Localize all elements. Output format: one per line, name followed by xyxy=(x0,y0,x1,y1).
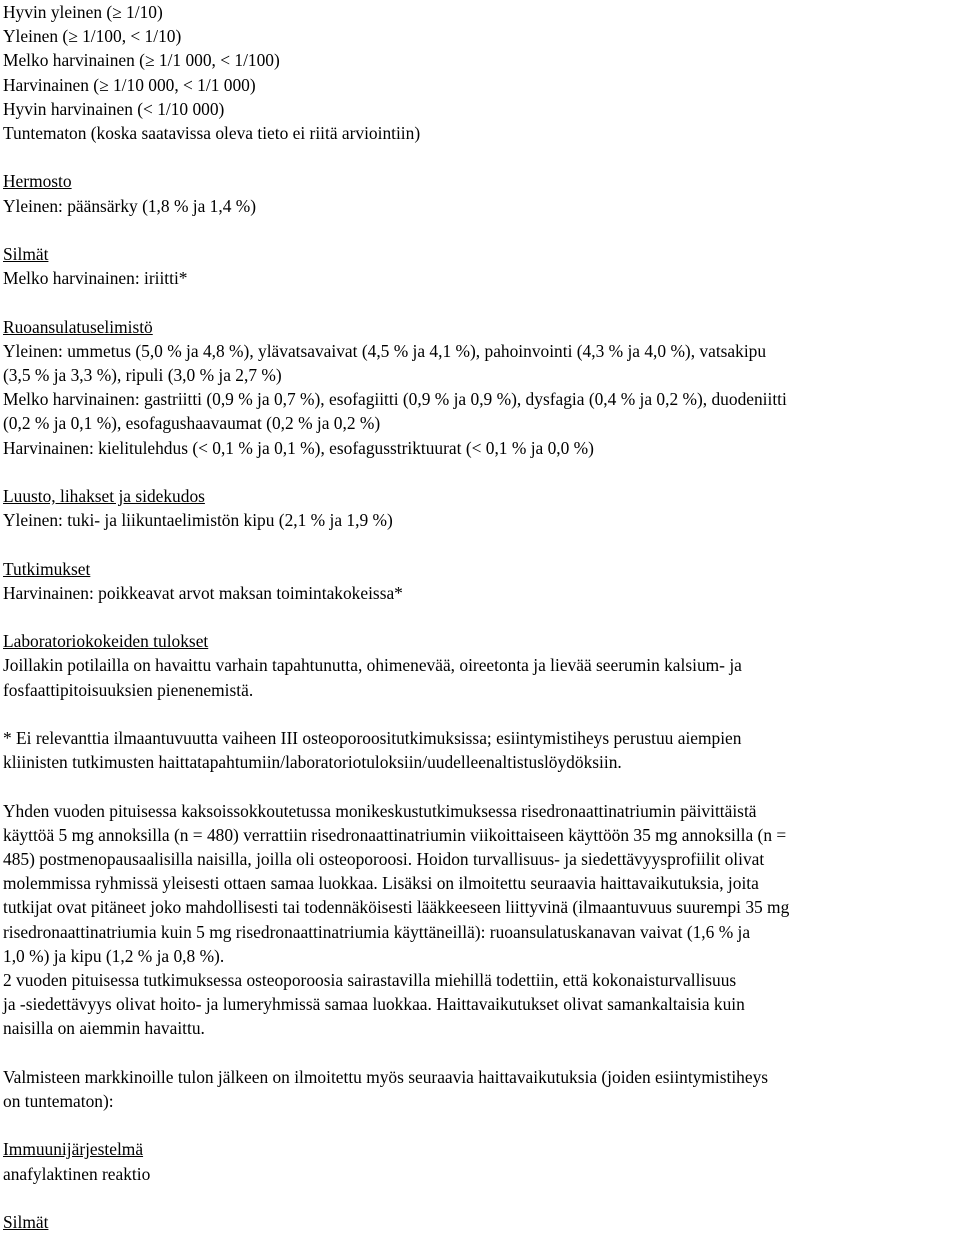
section-line: Yleinen: ummetus (5,0 % ja 4,8 %), ylävatsavaivat (4,5 % ja 4,1 %), pahoinvointi (4,3 % ja 4,0 %), vatsakipu xyxy=(3,340,767,361)
section-line: Melko harvinainen: gastriitti (0,9 % ja 0,7 %), esofagiitti (0,9 % ja 0,9 %), dysfagia (0,4 % ja 0,2 %), duodeniitti xyxy=(3,389,787,410)
section-line: (3,5 % ja 3,3 %), ripuli (3,0 % ja 2,7 %) xyxy=(3,365,282,385)
frequency-very-rare: Hyvin harvinainen (< 1/10 000) xyxy=(3,98,225,119)
footnote-line: kliinisten tutkimusten haittatapahtumiin/laboratoriotuloksiin/uudelleenaltistuslöydöksiin. xyxy=(3,752,622,773)
paragraph-line: naisilla on aiemmin havaittu. xyxy=(3,1018,205,1039)
paragraph-line: risedronaattinatriumia kuin 5 mg risedronaattinatriumia käyttäneillä): ruoansulatuskanavan vaivat (1,6 % ja xyxy=(3,921,751,942)
paragraph-line: on tuntematon): xyxy=(3,1091,114,1111)
section-line: anafylaktinen reaktio xyxy=(3,1163,151,1184)
footnote xyxy=(3,726,957,774)
frequency-rare: Harvinainen (≥ 1/10 000, < 1/1 000) xyxy=(3,74,256,95)
spacer xyxy=(3,1186,957,1210)
spacer xyxy=(3,460,957,484)
section-line: Yleinen: päänsärky (1,8 % ja 1,4 %) xyxy=(3,195,257,216)
section-silmat-postmarketing xyxy=(3,1210,957,1234)
spacer xyxy=(3,702,957,726)
section-heading: Hermosto xyxy=(3,171,72,192)
paragraph-line: 2 vuoden pituisessa tutkimuksessa osteoporoosia sairastavilla miehillä todettiin, että kokonaisturvallisuus xyxy=(3,970,737,990)
section-line: (0,2 % ja 0,1 %), esofagushaavaumat (0,2 % ja 0,2 %) xyxy=(3,413,381,434)
paragraph-line: 485) postmenopausaalisilla naisilla, joilla oli osteoporoosi. Hoidon turvallisuus- ja siedettävyysprofiilit olivat xyxy=(3,848,765,869)
paragraph-line: Yhden vuoden pituisessa kaksoissokkoutetussa monikeskustutkimuksessa risedronaattinatriumin päivittäistä xyxy=(3,800,757,821)
frequency-unknown: Tuntematon (koska saatavissa oleva tieto ei riitä arviointiin) xyxy=(3,123,421,144)
spacer xyxy=(3,605,957,629)
spacer xyxy=(3,532,957,556)
study-paragraph xyxy=(3,799,957,1041)
paragraph-line: tutkijat ovat pitäneet joko mahdollisesti tai todennäköisesti lääkkeeseen liittyvinä (ilmaantuvuus suurempi 35 mg xyxy=(3,897,790,918)
section-line: Harvinainen: kielitulehdus (< 0,1 % ja 0,1 %), esofagusstriktuurat (< 0,1 % ja 0,0 %) xyxy=(3,437,594,458)
section-luusto xyxy=(3,484,957,532)
section-heading: Immuunijärjestelmä xyxy=(3,1139,144,1160)
section-laboratorio xyxy=(3,629,957,702)
spacer xyxy=(3,1113,957,1137)
section-heading: Laboratoriokokeiden tulokset xyxy=(3,631,209,652)
frequency-legend xyxy=(3,0,957,145)
spacer xyxy=(3,1041,957,1065)
postmarketing-paragraph xyxy=(3,1065,957,1113)
paragraph-line: ja -siedettävyys olivat hoito- ja lumeryhmissä samaa luokkaa. Haittavaikutukset olivat samankaltaisia kuin xyxy=(3,994,745,1015)
section-silmat xyxy=(3,242,957,290)
footnote-line: * Ei relevanttia ilmaantuvuutta vaiheen III osteoporoositutkimuksissa; esiintymistiheys perustuu aiempien xyxy=(3,727,742,748)
section-heading: Ruoansulatuselimistö xyxy=(3,316,153,337)
frequency-very-common: Hyvin yleinen (≥ 1/10) xyxy=(3,2,163,22)
frequency-uncommon: Melko harvinainen (≥ 1/1 000, < 1/100) xyxy=(3,50,280,71)
section-line: Yleinen: tuki- ja liikuntaelimistön kipu (2,1 % ja 1,9 %) xyxy=(3,510,393,531)
spacer xyxy=(3,290,957,314)
paragraph-line: 1,0 %) ja kipu (1,2 % ja 0,8 %). xyxy=(3,945,225,966)
section-heading: Tutkimukset xyxy=(3,558,91,579)
section-line: Harvinainen: poikkeavat arvot maksan toimintakokeissa* xyxy=(3,582,403,603)
section-line: Melko harvinainen: iriitti* xyxy=(3,268,188,289)
paragraph-line: Valmisteen markkinoille tulon jälkeen on ilmoitettu myös seuraavia haittavaikutuksia (joiden esiintymistiheys xyxy=(3,1066,769,1087)
section-heading: Silmät xyxy=(3,1211,49,1232)
section-hermosto xyxy=(3,169,957,217)
spacer xyxy=(3,218,957,242)
section-heading: Luusto, lihakset ja sidekudos xyxy=(3,486,205,506)
frequency-common: Yleinen (≥ 1/100, < 1/10) xyxy=(3,26,182,47)
paragraph-line: käyttöä 5 mg annoksilla (n = 480) verrattiin risedronaattinatriumin viikoittaiseen käyttöön 35 mg annoksilla (n = xyxy=(3,824,787,845)
section-immuunijarjestelma xyxy=(3,1137,957,1185)
section-tutkimukset xyxy=(3,557,957,605)
section-line: Joillakin potilailla on havaittu varhain tapahtunutta, ohimenevää, oireetonta ja lievää seerumin kalsium- ja xyxy=(3,655,742,676)
section-heading: Silmät xyxy=(3,244,49,264)
spacer xyxy=(3,774,957,798)
paragraph-line: molemmissa ryhmissä yleisesti ottaen samaa luokkaa. Lisäksi on ilmoitettu seuraavia haittavaikutuksia, joita xyxy=(3,873,759,894)
section-ruoansulatus xyxy=(3,315,957,460)
spacer xyxy=(3,145,957,169)
section-line: fosfaattipitoisuuksien pienenemistä. xyxy=(3,679,254,700)
